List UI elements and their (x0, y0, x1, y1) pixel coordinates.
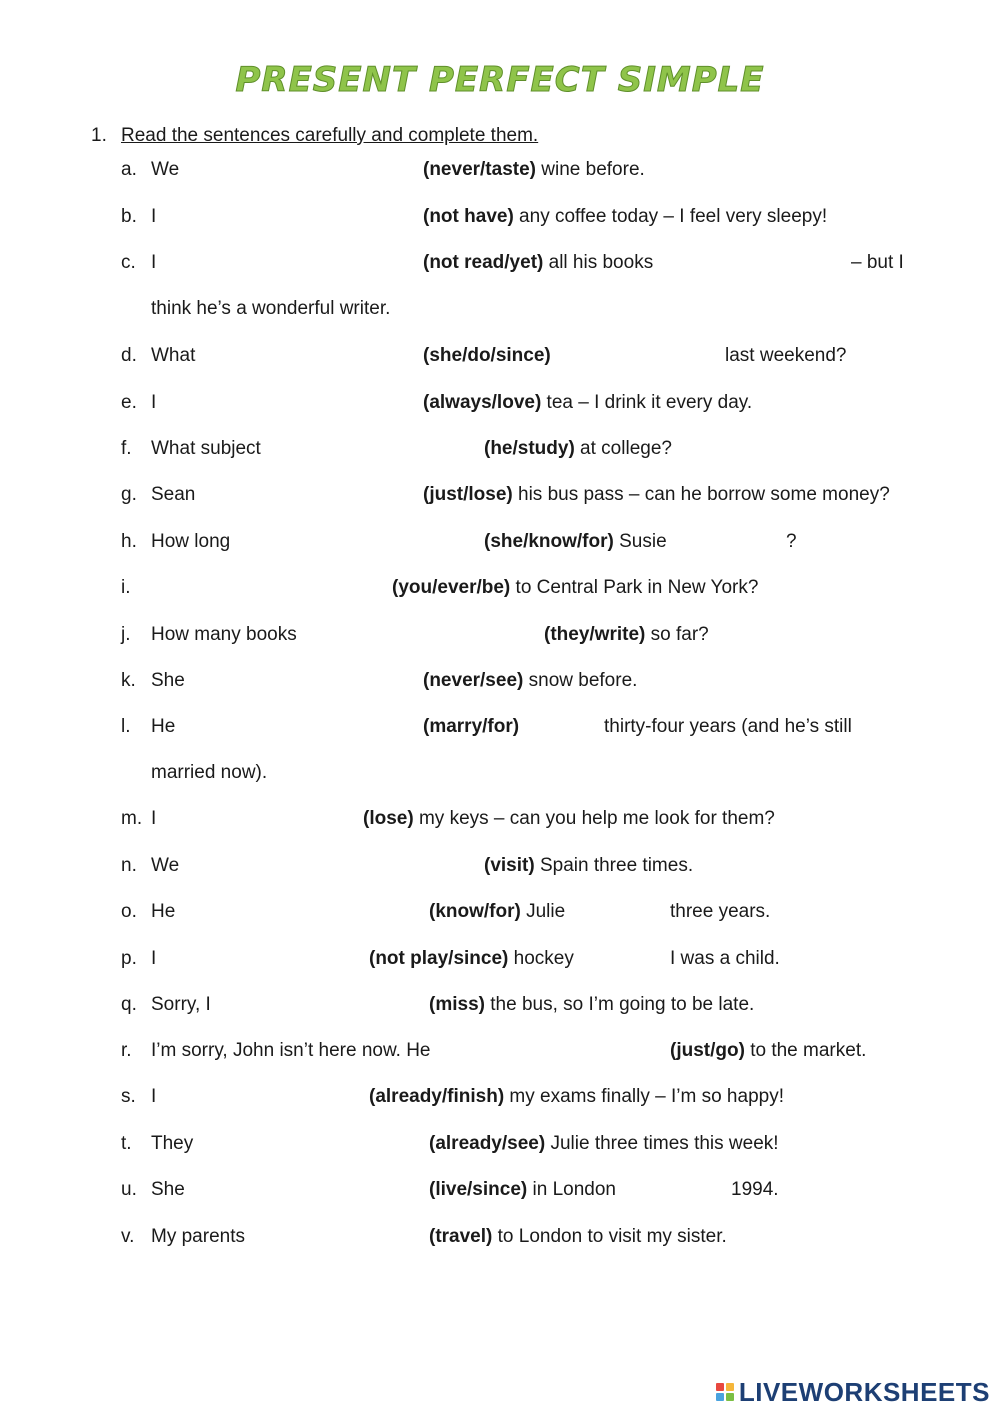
sentence-item (0, 1179, 1000, 1209)
verb-hint: (know/for) (429, 901, 521, 922)
verb-hint: (travel) (429, 1226, 493, 1247)
sentence-end: Julie (520, 901, 566, 922)
item-label: n. (121, 855, 137, 876)
sentence-item (0, 808, 1000, 838)
sentence-tail (423, 670, 637, 692)
verb-hint: (just/go) (670, 1040, 745, 1061)
item-label: q. (121, 994, 137, 1015)
sentence-extra: 1994. (731, 1179, 779, 1200)
item-label: g. (121, 484, 137, 505)
sentence-end: at college? (574, 438, 672, 459)
item-label: m. (121, 808, 143, 829)
sentence-tail (484, 438, 672, 460)
sentence-start: Sean (151, 484, 196, 505)
sentence-extra: last weekend? (725, 345, 847, 366)
sentence-item (0, 716, 1000, 746)
sentence-end: in London (527, 1179, 616, 1200)
sentence-end: Susie (613, 531, 667, 552)
item-label: o. (121, 901, 137, 922)
item-label: i. (121, 577, 131, 598)
sentence-end: to London to visit my sister. (492, 1226, 727, 1247)
sentence-item (0, 392, 1000, 422)
item-label: b. (121, 206, 137, 227)
sentence-end: to Central Park in New York? (510, 577, 759, 598)
logo-square (726, 1393, 734, 1401)
sentence-item (0, 624, 1000, 654)
sentence-start: I (151, 808, 157, 829)
verb-hint: (already/see) (429, 1133, 546, 1154)
sentence-extra: ? (786, 531, 797, 552)
sentence-tail (423, 159, 645, 181)
sentence-tail (670, 1040, 866, 1062)
sentence-start: We (151, 855, 180, 876)
item-label: v. (121, 1226, 135, 1247)
sentence-item (0, 345, 1000, 375)
sentence-extra: I was a child. (670, 948, 780, 969)
sentence-item (0, 1040, 1000, 1070)
verb-hint: (never/taste) (423, 159, 536, 180)
sentence-tail (429, 994, 754, 1016)
sentence-tail (423, 206, 827, 228)
verb-hint: (marry/for) (423, 716, 520, 737)
sentence-start: What (151, 345, 196, 366)
worksheet-title: PRESENT PERFECT SIMPLE (235, 60, 765, 100)
sentence-tail (423, 252, 653, 274)
logo-squares-icon (716, 1383, 734, 1401)
sentence-tail (423, 484, 890, 506)
sentence-item (0, 1133, 1000, 1163)
sentence-tail (429, 1226, 727, 1248)
verb-hint: (lose) (363, 808, 414, 829)
sentence-end: tea – I drink it every day. (541, 392, 753, 413)
sentence-end: my exams finally – I’m so happy! (504, 1086, 784, 1107)
sentence-end: to the market. (744, 1040, 867, 1061)
sentence-start: How long (151, 531, 231, 552)
verb-hint: (live/since) (429, 1179, 528, 1200)
sentence-extra: three years. (670, 901, 771, 922)
sentence-end: Spain three times. (534, 855, 694, 876)
sentence-tail (392, 577, 758, 599)
item-label: f. (121, 438, 132, 459)
sentence-end: his bus pass – can he borrow some money? (512, 484, 890, 505)
sentence-end: any coffee today – I feel very sleepy! (513, 206, 828, 227)
sentence-tail (429, 1133, 779, 1155)
item-label: r. (121, 1040, 132, 1061)
sentence-tail (423, 392, 752, 414)
item-label: e. (121, 392, 137, 413)
verb-hint: (not read/yet) (423, 252, 544, 273)
sentence-end: wine before. (536, 159, 645, 180)
exercise-number: 1. (91, 125, 107, 146)
verb-hint: (visit) (484, 855, 535, 876)
sentence-item (0, 577, 1000, 607)
sentence-end: Julie three times this week! (545, 1133, 779, 1154)
verb-hint: (they/write) (544, 624, 646, 645)
verb-hint: (you/ever/be) (392, 577, 511, 598)
sentence-continuation (0, 762, 1000, 792)
sentence-start: She (151, 1179, 185, 1200)
liveworksheets-logo[interactable] (716, 1376, 990, 1407)
sentence-item (0, 206, 1000, 236)
sentence-tail (429, 1179, 616, 1201)
item-label: u. (121, 1179, 137, 1200)
sentence-item (0, 901, 1000, 931)
sentence-item (0, 855, 1000, 885)
sentence-end: all his books (543, 252, 654, 273)
logo-square (716, 1393, 724, 1401)
sentence-start: I (151, 252, 157, 273)
sentence-item (0, 252, 1000, 282)
verb-hint: (not play/since) (369, 948, 509, 969)
item-label: t. (121, 1133, 132, 1154)
sentence-end: so far? (645, 624, 709, 645)
sentence-tail (429, 901, 565, 923)
sentence-item (0, 1086, 1000, 1116)
sentence-start: I (151, 206, 157, 227)
verb-hint: (just/lose) (423, 484, 513, 505)
sentence-end: my keys – can you help me look for them? (413, 808, 775, 829)
sentence-tail (369, 1086, 784, 1108)
item-label: a. (121, 159, 137, 180)
verb-hint: (already/finish) (369, 1086, 505, 1107)
logo-square (726, 1383, 734, 1391)
sentence-start: He (151, 901, 176, 922)
sentence-start: They (151, 1133, 194, 1154)
sentence-continuation (0, 298, 1000, 328)
sentence-item (0, 948, 1000, 978)
sentence-item (0, 994, 1000, 1024)
item-label: l. (121, 716, 131, 737)
sentence-start: I (151, 392, 157, 413)
sentence-start: My parents (151, 1226, 245, 1247)
sentence-item (0, 531, 1000, 561)
item-label: c. (121, 252, 136, 273)
sentence-tail (484, 855, 693, 877)
sentence-start: He (151, 716, 176, 737)
sentence-start: She (151, 670, 185, 691)
sentence-item (0, 670, 1000, 700)
sentence-start: I’m sorry, John isn’t here now. He (151, 1040, 431, 1061)
sentence-start: How many books (151, 624, 297, 645)
item-label: h. (121, 531, 137, 552)
sentence-item (0, 159, 1000, 189)
sentence-start: think he’s a wonderful writer. (151, 298, 391, 319)
sentence-start: I (151, 1086, 157, 1107)
sentence-tail (369, 948, 574, 970)
verb-hint: (she/know/for) (484, 531, 614, 552)
sentence-end: the bus, so I’m going to be late. (484, 994, 755, 1015)
sentence-end: snow before. (523, 670, 638, 691)
sentence-item (0, 484, 1000, 514)
sentence-tail (363, 808, 775, 830)
verb-hint: (miss) (429, 994, 485, 1015)
sentence-extra: – but I (851, 252, 904, 273)
verb-hint: (not have) (423, 206, 514, 227)
sentence-item (0, 438, 1000, 468)
logo-square (716, 1383, 724, 1391)
item-label: k. (121, 670, 136, 691)
sentence-start: I (151, 948, 157, 969)
sentence-start: We (151, 159, 180, 180)
item-label: p. (121, 948, 137, 969)
exercise-instruction: Read the sentences carefully and complete them. (121, 125, 539, 146)
sentence-start: married now). (151, 762, 268, 783)
verb-hint: (always/love) (423, 392, 542, 413)
sentence-tail (544, 624, 709, 646)
item-label: s. (121, 1086, 136, 1107)
item-label: d. (121, 345, 137, 366)
verb-hint: (he/study) (484, 438, 575, 459)
sentence-item (0, 1226, 1000, 1256)
verb-hint: (never/see) (423, 670, 524, 691)
sentence-start: What subject (151, 438, 261, 459)
verb-hint: (she/do/since) (423, 345, 551, 366)
brand-name: LIVEWORKSHEETS (738, 1376, 990, 1407)
sentence-tail (484, 531, 667, 553)
sentence-extra: thirty-four years (and he’s still (604, 716, 852, 737)
sentence-end: hockey (508, 948, 574, 969)
sentence-start: Sorry, I (151, 994, 211, 1015)
item-label: j. (121, 624, 131, 645)
